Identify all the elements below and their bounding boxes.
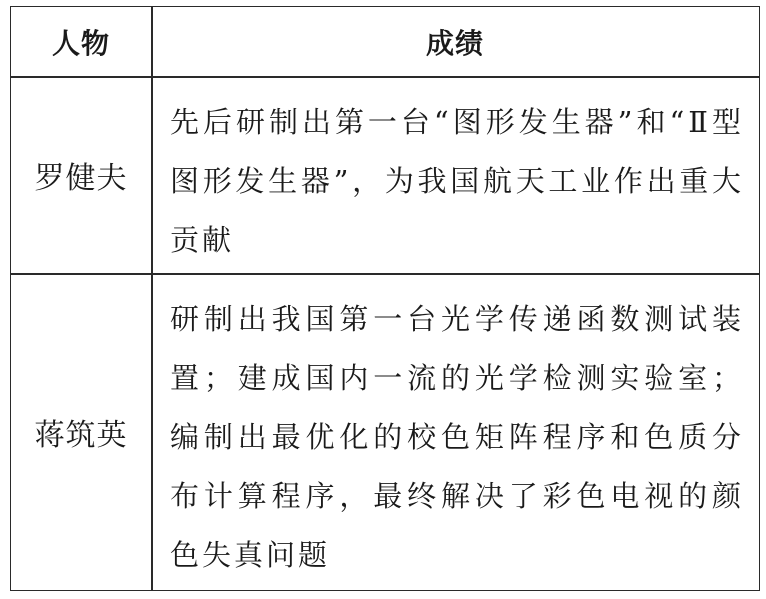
column-header-person: 人物	[51, 26, 110, 60]
table-row-1-achievement: 先后研制出第一台“图形发生器”和“Ⅱ型图形发生器”，为我国航天工业作出重大贡献	[170, 105, 744, 257]
table-row-2-name: 蒋筑英	[34, 417, 128, 453]
column-header-achievement: 成绩	[425, 26, 484, 60]
table-row-1-name: 罗健夫	[34, 161, 128, 196]
table-row-2-achievement: 研制出我国第一台光学传递函数测试装置；建成国内一流的光学检测实验室；编制出最优化的校色矩阵程序和色质分布计算程序，最终解决了彩色电视的颜色失真问题	[170, 302, 744, 572]
achievement-table	[10, 6, 760, 591]
